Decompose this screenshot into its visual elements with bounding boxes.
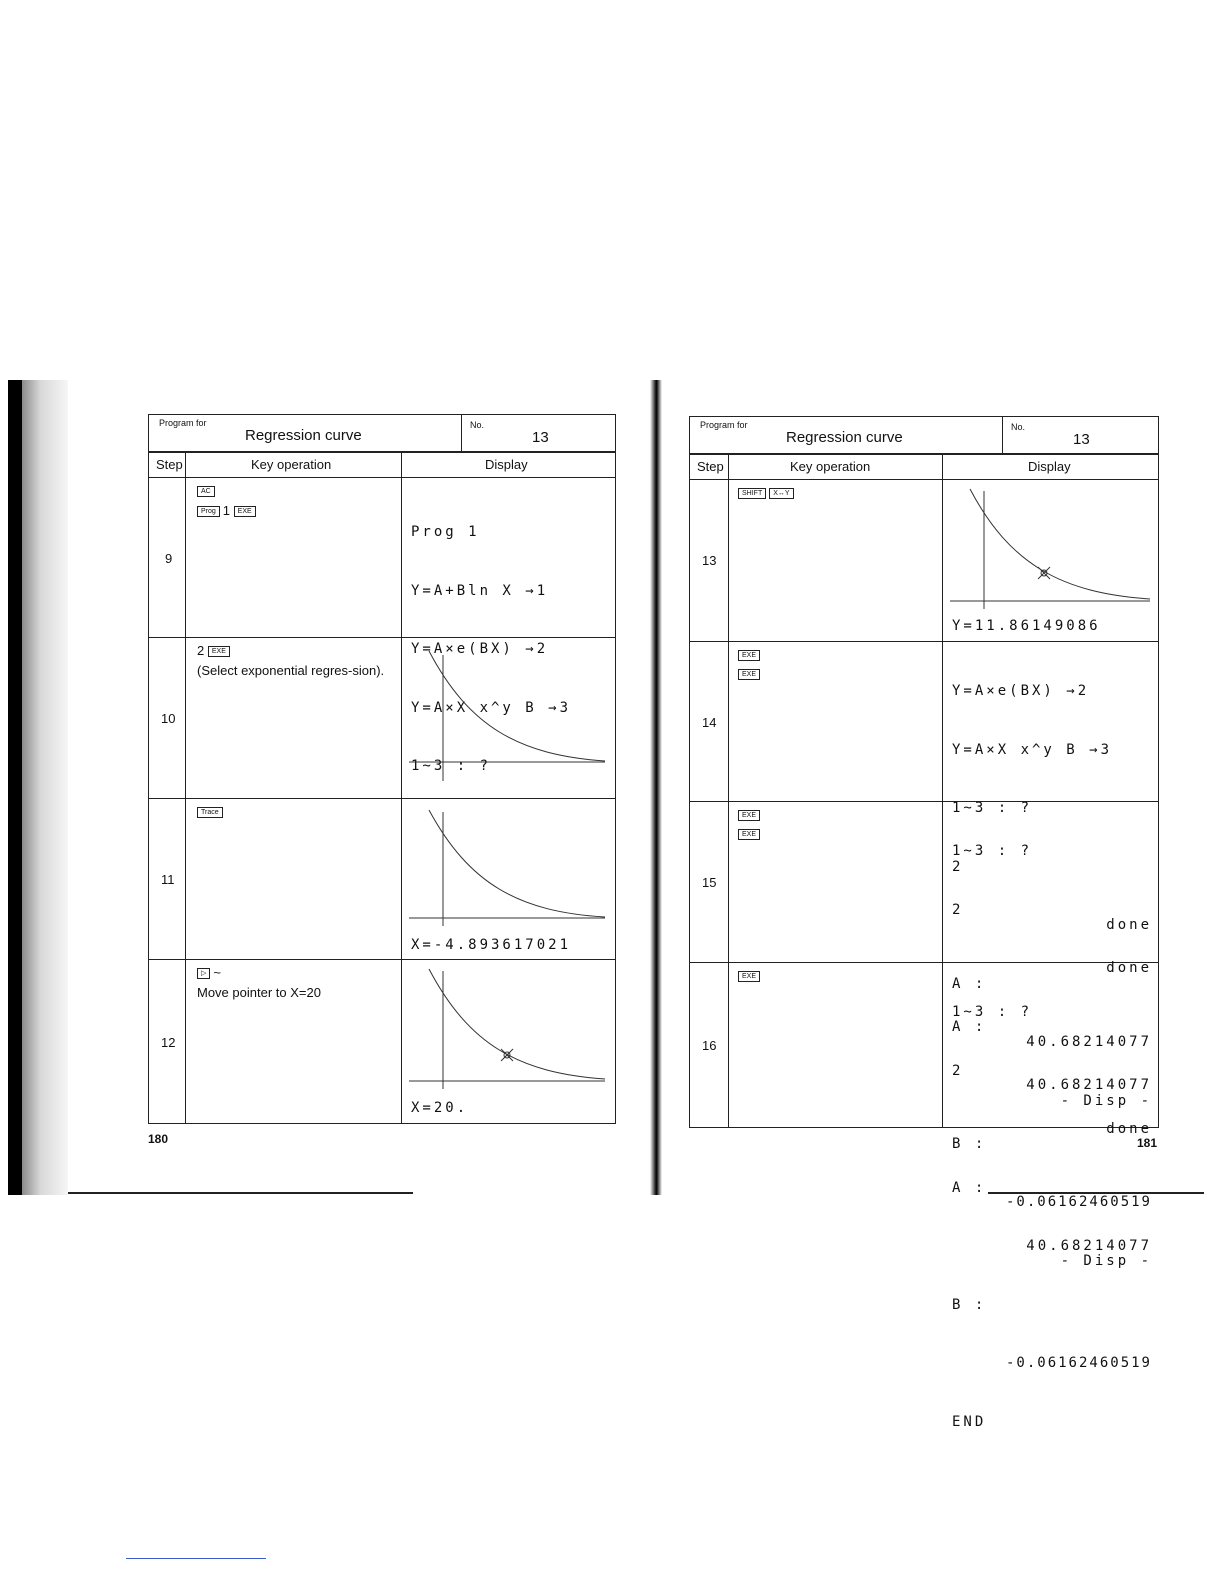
program-title: Regression curve (245, 427, 362, 444)
coordinate-readout: X=20. (411, 1100, 469, 1116)
display-line: A : (952, 1179, 987, 1196)
display-line: A : (952, 1018, 987, 1035)
ac-key: AC (197, 486, 215, 497)
exponential-graph (409, 647, 609, 787)
display-line: done (1106, 1121, 1152, 1137)
step-number: 16 (702, 1038, 717, 1053)
key-operation (197, 481, 259, 521)
shift-key: SHIFT (738, 488, 766, 499)
exe-key: EXE (738, 810, 760, 821)
display-line: 1~3 : ? (952, 800, 1033, 816)
column-header (149, 451, 615, 478)
key-operation (738, 483, 797, 503)
step-number: 9 (165, 551, 173, 566)
exe-key: EXE (738, 669, 760, 680)
display-line: done (1106, 960, 1152, 976)
page-bottom-edge-left (68, 1192, 413, 1194)
program-number-box (1002, 417, 1158, 453)
display-line: done (1106, 917, 1152, 933)
display-line: Y=A×X x^y B →3 (411, 699, 572, 716)
display-line: B : (952, 1296, 987, 1313)
step-number: 14 (702, 715, 717, 730)
step-column-header: Step (156, 457, 183, 472)
key-operation (738, 805, 763, 843)
xy-swap-key: X↔Y (769, 488, 793, 499)
display-line: 1~3 : ? (411, 758, 492, 774)
trace-key: Trace (197, 807, 223, 818)
right-arrow-key: ▷ (197, 968, 210, 979)
step-number: 10 (161, 711, 176, 726)
program-for-label: Program for (159, 418, 207, 428)
step-number: 11 (161, 872, 175, 887)
key-operation (738, 645, 763, 683)
number-label: No. (470, 420, 485, 430)
pointer-icon (1038, 567, 1050, 579)
display-line: Y=A+Bln X →1 (411, 582, 549, 599)
book-spine (650, 380, 662, 1195)
exponential-graph (409, 808, 609, 928)
table-row (149, 959, 615, 1123)
display-line: Prog 1 (411, 524, 480, 540)
blue-underline-mark (126, 1558, 266, 1559)
display-line: END (952, 1413, 987, 1430)
exponential-graph-with-pointer (950, 487, 1155, 611)
exe-key: EXE (738, 971, 760, 982)
program-sheet-left (148, 414, 616, 1124)
key-operation (197, 963, 321, 1003)
page-number: 181 (1137, 1136, 1158, 1150)
display-line: Y=A×e(BX) →2 (952, 683, 1090, 699)
program-number-box (461, 415, 615, 451)
display-line: Y=A×X x^y B →3 (952, 741, 1113, 758)
exponential-graph-with-pointer (409, 967, 609, 1091)
exe-key: EXE (208, 646, 230, 657)
table-row (149, 798, 615, 960)
book-spread (8, 380, 1204, 1430)
key-column-header: Key operation (790, 459, 871, 474)
number-value: 13 (532, 429, 549, 446)
key-operation (197, 802, 226, 822)
key-note: (Select exponential regres-sion). (197, 663, 385, 678)
program-title: Regression curve (786, 429, 903, 446)
key-digit: 2 (197, 643, 205, 658)
key-note: Move pointer to X=20 (197, 985, 321, 1000)
display-line: Y=A×e(BX) →2 (411, 641, 549, 657)
display-line: -0.06162460519 (1005, 1355, 1152, 1371)
number-label: No. (1011, 422, 1026, 432)
page-number: 180 (148, 1132, 169, 1146)
right-page (689, 416, 1159, 1430)
step-number: 15 (702, 875, 717, 890)
column-header (690, 453, 1158, 480)
table-row (149, 637, 615, 799)
step-number: 12 (161, 1035, 176, 1050)
sheet-header (690, 417, 1158, 455)
pointer-icon (501, 1049, 513, 1061)
display-line: 2 (952, 901, 964, 918)
rows (149, 477, 615, 1123)
display-line: - Disp - (1060, 1252, 1152, 1269)
display-line: 40.68214077 (1026, 1238, 1152, 1254)
book-page-edges (22, 380, 68, 1195)
program-for-label: Program for (700, 420, 748, 430)
key-symbol: ~ (213, 965, 221, 980)
display-line: 2 (952, 858, 964, 875)
exe-key: EXE (738, 650, 760, 661)
exe-key: EXE (234, 506, 256, 517)
display-column-header: Display (485, 457, 528, 472)
prog-key: Prog (197, 506, 220, 517)
display-line: 40.68214077 (1026, 1077, 1152, 1093)
display-line: 40.68214077 (1026, 1034, 1152, 1050)
display-line: A : (952, 975, 987, 992)
display-line: -0.06162460519 (1005, 1194, 1152, 1210)
left-page (148, 414, 616, 1146)
display-column-header: Display (1028, 459, 1071, 474)
step-number: 13 (702, 553, 717, 568)
display-line: 1~3 : ? (952, 843, 1033, 859)
table-row (690, 479, 1158, 642)
book-edge-shadow (8, 380, 22, 1195)
display-line: B : (952, 1135, 987, 1152)
key-digit: 1 (222, 503, 231, 518)
coordinate-readout: X=-4.893617021 (411, 937, 572, 953)
display-text (952, 964, 1152, 1471)
key-operation (197, 641, 393, 681)
exe-key: EXE (738, 829, 760, 840)
display-line: - Disp - (1060, 1092, 1152, 1109)
display-line: 1~3 : ? (952, 1004, 1033, 1020)
sheet-header (149, 415, 615, 453)
coordinate-readout: Y=11.86149086 (952, 618, 1101, 634)
step-column-header: Step (697, 459, 724, 474)
display-line: 2 (952, 1062, 964, 1079)
key-column-header: Key operation (251, 457, 332, 472)
key-operation (738, 966, 763, 986)
number-value: 13 (1073, 431, 1090, 448)
